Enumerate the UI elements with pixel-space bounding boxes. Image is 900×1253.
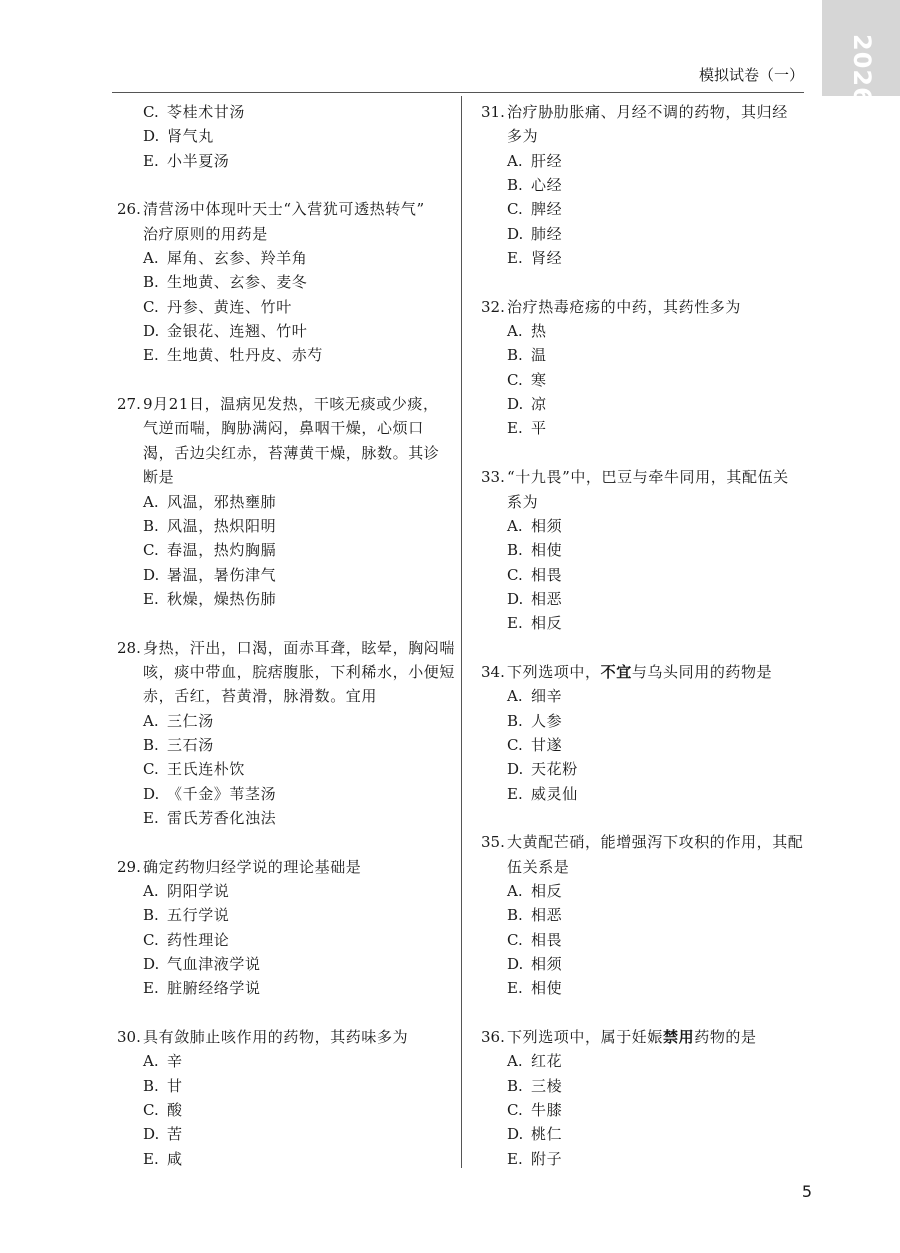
option: D. 肺经 <box>507 224 563 243</box>
option: E. 平 <box>507 419 547 438</box>
option: D. 金银花、连翘、竹叶 <box>143 322 308 341</box>
question-stem: 29. 确定药物归经学说的理论基础是 <box>117 857 362 876</box>
option: B. 风温，热炽阳明 <box>143 516 277 535</box>
question-29 <box>117 855 447 1001</box>
option: D. 凉 <box>507 395 547 414</box>
option: A. 肝经 <box>507 151 563 170</box>
option: A. 辛 <box>143 1052 183 1071</box>
question-34 <box>481 660 811 806</box>
option: A. 相反 <box>507 882 563 900</box>
question-27 <box>117 392 447 611</box>
option: A. 三仁汤 <box>143 711 214 730</box>
question-stem: 系为 <box>507 492 539 511</box>
question-30 <box>117 1025 447 1171</box>
option: E. 相使 <box>507 979 563 998</box>
option: B. 生地黄、玄参、麦冬 <box>143 273 308 292</box>
question-31 <box>481 100 811 270</box>
option: C. 牛膝 <box>507 1101 563 1120</box>
option: A. 风温，邪热壅肺 <box>143 492 277 511</box>
question-stem: 33. “十九畏”中，巴豆与牵牛同用，其配伍关 <box>481 468 789 487</box>
option: E. 脏腑经络学说 <box>143 979 261 998</box>
option: D. 相恶 <box>507 589 563 608</box>
option: D. 肾气丸 <box>143 127 214 146</box>
option: B. 相使 <box>507 541 563 560</box>
emphasis-text: 禁用 <box>663 1028 695 1047</box>
question-33 <box>481 465 811 635</box>
question-stem: 32. 治疗热毒疮疡的中药，其药性多为 <box>481 297 742 316</box>
option: E. 生地黄、牡丹皮、赤芍 <box>143 346 324 365</box>
option: D. 《千金》苇茎汤 <box>143 784 277 803</box>
year-tab-label: 2026 <box>848 34 876 105</box>
running-head: 模拟试卷（一） <box>698 66 804 84</box>
question-stem: 断是 <box>143 468 175 487</box>
option: E. 秋燥，燥热伤肺 <box>143 589 277 608</box>
question-stem: 多为 <box>507 127 539 146</box>
option: C. 丹参、黄连、竹叶 <box>143 297 292 316</box>
option: C. 药性理论 <box>143 930 230 949</box>
option: A. 细辛 <box>507 687 563 706</box>
option: E. 威灵仙 <box>507 784 578 803</box>
option: A. 热 <box>507 322 547 341</box>
question-stem: 36. 下列选项中，属于妊娠禁用药物的是 <box>481 1028 757 1047</box>
option: E. 咸 <box>143 1149 183 1168</box>
continued-options <box>117 100 447 173</box>
option: D. 暑温，暑伤津气 <box>143 565 277 584</box>
question-36 <box>481 1025 811 1171</box>
option: C. 相畏 <box>507 930 563 949</box>
option: B. 五行学说 <box>143 906 230 925</box>
question-stem: 34. 下列选项中，不宜与乌头同用的药物是 <box>481 662 773 681</box>
option: C. 王氏连朴饮 <box>143 760 246 779</box>
option: C. 甘遂 <box>507 735 563 754</box>
question-stem: 30. 具有敛肺止咳作用的药物，其药味多为 <box>117 1028 409 1047</box>
option: C. 苓桂术甘汤 <box>143 103 246 121</box>
option: B. 人参 <box>507 711 563 730</box>
question-28 <box>117 636 456 831</box>
question-stem: 伍关系是 <box>507 857 570 876</box>
option: D. 桃仁 <box>507 1125 563 1144</box>
option: C. 寒 <box>507 370 547 389</box>
option: B. 温 <box>507 346 547 365</box>
question-26 <box>117 197 447 367</box>
option: D. 气血津液学说 <box>143 955 261 974</box>
question-stem: 31. 治疗胁肋胀痛、月经不调的药物，其归经 <box>481 103 788 121</box>
question-stem: 27. 9月21日，温病见发热，干咳无痰或少痰， <box>117 395 439 414</box>
option: C. 酸 <box>143 1101 183 1120</box>
option: C. 相畏 <box>507 565 563 584</box>
emphasis-text: 不宜 <box>600 662 632 681</box>
option: A. 红花 <box>507 1052 563 1071</box>
column-divider <box>461 96 462 1168</box>
option: A. 相须 <box>507 516 563 535</box>
page-number: 5 <box>801 1182 812 1201</box>
option: A. 犀角、玄参、羚羊角 <box>143 249 308 268</box>
question-stem: 咳，痰中带血，脘痞腹胀，下利稀水，小便短 <box>143 662 456 681</box>
right-column <box>481 100 811 1171</box>
question-stem: 28. 身热，汗出，口渴，面赤耳聋，眩晕，胸闷喘 <box>117 638 456 657</box>
option: E. 肾经 <box>507 249 563 268</box>
question-stem: 治疗原则的用药是 <box>143 224 268 243</box>
option: B. 甘 <box>143 1076 183 1095</box>
option: C. 脾经 <box>507 200 563 219</box>
question-stem: 35. 大黄配芒硝，能增强泻下攻积的作用，其配 <box>481 833 804 852</box>
header-rule <box>112 92 804 93</box>
option: C. 春温，热灼胸膈 <box>143 541 277 560</box>
option: E. 雷氏芳香化浊法 <box>143 808 277 827</box>
option: E. 小半夏汤 <box>143 151 230 170</box>
option: D. 天花粉 <box>507 760 578 779</box>
option: B. 三棱 <box>507 1076 563 1095</box>
option: D. 苦 <box>143 1125 183 1144</box>
question-stem: 渴，舌边尖红赤，苔薄黄干燥，脉数。其诊 <box>143 443 440 462</box>
question-35 <box>481 830 811 1000</box>
option: E. 相反 <box>507 614 563 633</box>
option: B. 三石汤 <box>143 735 214 754</box>
question-stem: 赤，舌红，苔黄滑，脉滑数。宜用 <box>143 687 378 706</box>
question-stem: 气逆而喘，胸胁满闷，鼻咽干燥，心烦口 <box>143 419 424 438</box>
option: B. 相恶 <box>507 906 563 925</box>
question-32 <box>481 295 811 441</box>
year-tab <box>822 0 900 105</box>
option: A. 阴阳学说 <box>143 882 230 900</box>
option: E. 附子 <box>507 1149 563 1168</box>
option: D. 相须 <box>507 955 563 974</box>
question-stem: 26. 清营汤中体现叶天士“入营犹可透热转气” <box>117 200 425 219</box>
left-column <box>117 100 456 1171</box>
option: B. 心经 <box>507 176 563 195</box>
